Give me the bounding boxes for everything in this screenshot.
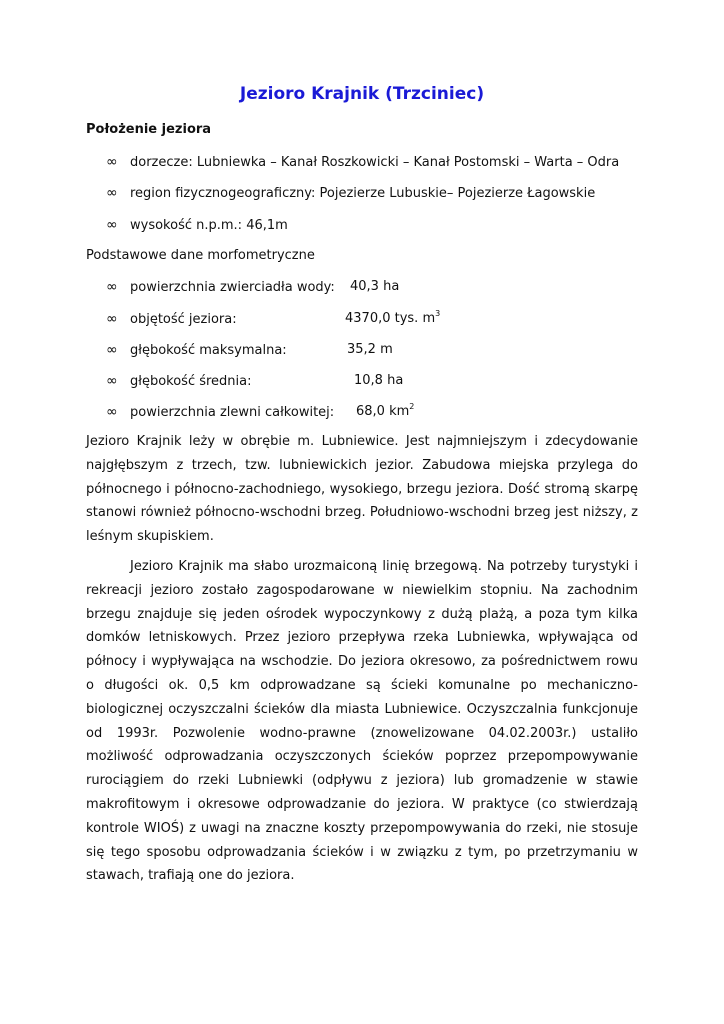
volume-value: 4370,0 tys. $m^3$ [345, 309, 441, 326]
volume-label: objętość jeziora: [130, 312, 237, 327]
morphometry-heading: Podstawowe dane morfometryczne [86, 248, 315, 263]
document-title: Jezioro Krajnik (Trzciniec) [239, 84, 485, 104]
infinity-bullet-icon: ∞ [106, 404, 118, 420]
region-text: region fizycznogeograficzny: Pojezierze Lubuskie– Pojezierze Łagowskie [130, 186, 596, 201]
list-item [106, 402, 415, 420]
infinity-bullet-icon: ∞ [106, 373, 118, 389]
infinity-bullet-icon: ∞ [106, 311, 118, 327]
infinity-bullet-icon: ∞ [106, 154, 118, 170]
infinity-bullet-icon: ∞ [106, 217, 118, 233]
infinity-bullet-icon: ∞ [106, 342, 118, 358]
infinity-bullet-icon: ∞ [106, 185, 118, 201]
paragraph-2: Jezioro Krajnik ma słabo urozmaiconą linię brzegową. Na potrzeby turystyki i rekreacji jezioro zostało zagospodarowane w niewielkim stopniu. Na zachodnim brzegu znajduje się jeden ośrodek wypoczynkowy z dużą plażą, a poza tym kilka domków letniskowych. Przez jezioro przepływa rzeka Lubniewka, wpływająca od północy i wypływająca na wschodzie. Do jeziora okresowo, za pośrednictwem rowu o długości ok. 0,5 km odprowadzane są ścieki komunalne po mechaniczno-biologicznej oczyszczalni ścieków dla miasta Lubniewice. Oczyszczalnia funkcjonuje od 1993r. Pozwolenie wodno-prawne (znowelizowane 04.02.2003r.) ustaliło możliwość odprowadzania oczyszczonych ścieków poprzez przepompowywanie rurociągiem do rzeki Lubniewki (odpływu z jeziora) lub gromadzenie w stawie makrofitowym i okresowe odprowadzanie do jeziora. W praktyce (co stwierdzają kontrole WIOŚ) z uwagi na znaczne koszty przepompowywania do rzeki, nie stosuje się tego sposobu odprowadzania ścieków i w związku z tym, po przetrzymaniu w stawach, trafiają one do jeziora. [86, 559, 638, 884]
mean-depth-label: głębokość średnia: [130, 374, 252, 389]
catchment-area-value: 68,0 $km^2$ [356, 402, 415, 419]
list-item [106, 217, 288, 233]
list-item [106, 185, 595, 201]
max-depth-label: głębokość maksymalna: [130, 343, 287, 358]
surface-area-value: 40,3 ha [350, 279, 400, 294]
list-item [106, 279, 400, 295]
paragraph-1: Jezioro Krajnik leży w obrębie m. Lubniewice. Jest najmniejszym i zdecydowanie najgłębszym z trzech, tzw. lubniewickich jezior. Zabudowa miejska przylega do północnego i północno-zachodniego, wysokiego, brzegu jeziora. Dość stromą skarpę stanowi również północno-wschodni brzeg. Południowo-wschodni brzeg jest niższy, z leśnym skupiskiem. [86, 434, 638, 545]
list-item [106, 309, 441, 327]
catchment-area-label: powierzchnia zlewni całkowitej: [130, 405, 335, 420]
list-item [106, 342, 393, 358]
mean-depth-value: 10,8 ha [354, 373, 404, 388]
altitude-text: wysokość n.p.m.: 46,1m [130, 218, 288, 233]
infinity-bullet-icon: ∞ [106, 279, 118, 295]
location-heading: Położenie jeziora [86, 122, 212, 137]
catchment-text: dorzecze: Lubniewka – Kanał Roszkowicki – Kanał Postomski – Warta – Odra [130, 155, 620, 170]
list-item [106, 373, 404, 389]
list-item [106, 154, 619, 170]
max-depth-value: 35,2 m [347, 342, 393, 357]
surface-area-label: powierzchnia zwierciadła wody: [130, 280, 335, 295]
